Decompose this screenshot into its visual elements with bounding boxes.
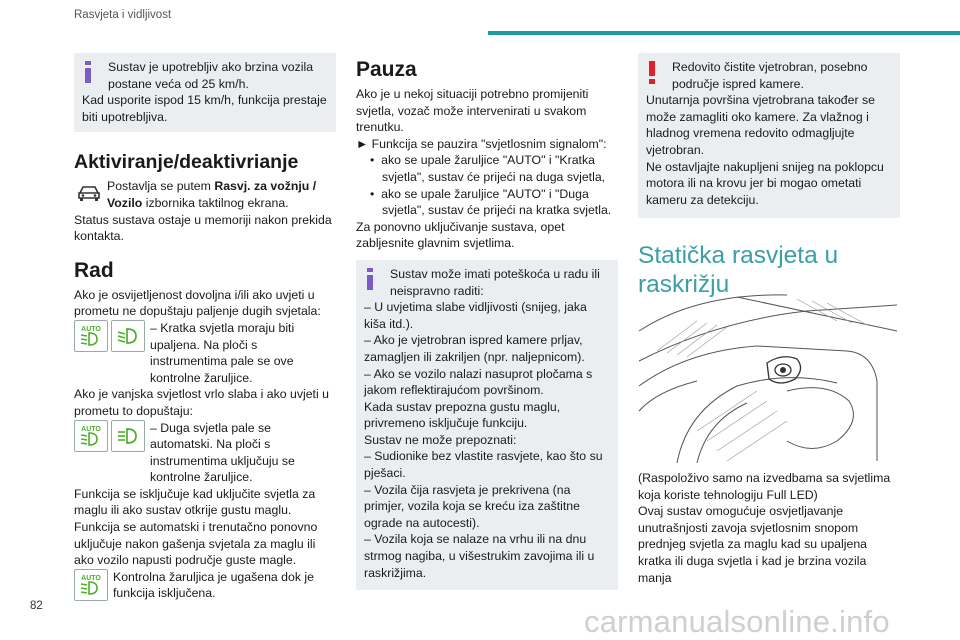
operation-p4: Funkcija se automatski i trenutačno ponovno uključuje nakon gašenja svjetala za maglu ili ako vozilo napusti područje guste magle. xyxy=(74,520,318,568)
low-beam-text: – Kratka svjetla moraju biti upaljena. Na ploči s instrumentima pale se ove kontrolne žaruljice. xyxy=(150,320,295,385)
auto-lamp-icon-3 xyxy=(74,569,108,601)
high-beam-icon xyxy=(111,420,145,452)
limitation-line: – U uvjetima slabe vidljivosti (snijeg, jaka kiša itd.). xyxy=(364,300,587,331)
pause-p2: ► Funkcija se pauzira "svjetlosnim signalom": xyxy=(356,136,607,151)
auto-label: AUTO xyxy=(81,425,101,433)
left-column xyxy=(74,53,336,602)
limitation-line: – Sudionike bez vlastite rasvjete, kao što su pješaci. xyxy=(364,449,603,481)
pause-bullet-2: • ako se upale žaruljice "AUTO" i "Duga svjetla", sustav će prijeći na kratka svjetla. xyxy=(370,186,612,218)
limitations-head: Sustav može imati poteškoća u radu ili neispravno raditi: xyxy=(390,266,600,298)
settings-row xyxy=(74,178,336,211)
limitation-line: – Ako se vozilo nalazi nasuprot pločama s jakom reflektirajućom površinom. xyxy=(364,366,593,398)
auto-label: AUTO xyxy=(81,325,101,333)
high-beam-row xyxy=(74,420,336,486)
info-box-limitations xyxy=(356,260,618,590)
function-off-text: Kontrolna žaruljica je ugašena dok je funkcija isključena. xyxy=(113,569,314,601)
low-beam-row xyxy=(74,320,336,386)
page-number: 82 xyxy=(30,600,43,612)
headlamp-illustration xyxy=(637,291,899,463)
car-settings-icon xyxy=(74,178,104,206)
operation-p2: Ako je vanjska svjetlost vrlo slaba i ako uvjeti u prometu to dopuštaju: xyxy=(74,387,329,418)
header-accent-bar xyxy=(488,31,960,35)
limitation-line: Kada sustav prepozna gustu maglu, privremeno isključuje funkciju. xyxy=(364,399,561,431)
low-beam-icon xyxy=(111,320,145,352)
auto-lamp-icon-2 xyxy=(74,420,108,452)
warning-p2: Ne ostavljajte nakupljeni snijeg na poklopcu motora ili na krovu jer bi mogao ometati kameru za detekciju. xyxy=(646,159,884,207)
info-box xyxy=(74,53,336,132)
section-title-activation: Aktiviranje/deaktivrianje xyxy=(74,151,299,174)
pause-p1: Ako je u nekoj situaciji potrebno promijeniti svjetla, vozač može intervenirati u svakom trenutku. xyxy=(356,87,589,135)
operation-p3: Funkcija se isključuje kad uključite svjetla za maglu ili ako sustav otkrije gustu maglu. xyxy=(74,486,316,518)
warning-box xyxy=(638,53,900,218)
cornering-p1: (Raspoloživo samo na izvedbama sa svjetlima koja koriste tehnologiju Full LED) xyxy=(638,471,891,502)
pause-p3: Za ponovno uključivanje sustava, opet zabljesnite glavnim svjetlima. xyxy=(356,219,565,251)
limitation-line: – Ako je vjetrobran ispred kamere prljav, zamagljen ili zakriljen (npr. naljepnicom). xyxy=(364,333,585,364)
watermark: carmanualsonline.info xyxy=(584,604,890,639)
warning-head: Redovito čistite vjetrobran, posebno područje ispred kamere. xyxy=(672,60,868,91)
limitation-line: – Vozila koja se nalaze na vrhu ili na dnu strmog nagiba, u višestrukim zavojima ili u raskrižjima. xyxy=(364,532,595,580)
warning-icon xyxy=(648,61,656,90)
right-column-lower xyxy=(638,470,900,586)
running-header: Rasvjeta i vidljivost xyxy=(74,9,172,21)
info-text-1: Sustav je upotrebljiv ako brzina vozila postane veća od 25 km/h. xyxy=(108,60,314,91)
info-icon xyxy=(366,268,374,295)
info-icon xyxy=(84,61,92,88)
section-title-pause: Pauza xyxy=(356,58,417,81)
right-column xyxy=(638,53,900,299)
cornering-p2: Ovaj sustav omogućuje osvjetljavanje unutrašnjosti zavoja svjetlosnim snopom prednjeg svjetla za maglu kad su upaljena kratka ili duga svjetla i kad je brzina vozila manja xyxy=(638,504,868,585)
arrow-marker: ► xyxy=(356,136,369,151)
info-text-2: Kad usporite ispod 15 km/h, funkcija prestaje biti upotrebljiva. xyxy=(82,93,327,124)
function-off-row xyxy=(74,569,336,602)
memory-text: Status sustava ostaje u memoriji nakon prekida kontakta. xyxy=(74,212,332,244)
limitation-line: – Vozila čija rasvjeta je prekrivena (na primjer, vozila koja se kreću iza zaštitne ograde na autocesti). xyxy=(364,482,580,530)
pause-bullet-1: • ako se upale žaruljice "AUTO" i "Kratka svjetla", sustav će prijeći na duga svjetla, xyxy=(370,153,606,184)
middle-column xyxy=(356,57,618,590)
section-title-cornering: Statička rasvjeta u raskrižju xyxy=(638,242,839,299)
high-beam-text: – Duga svjetla pale se automatski. Na ploči s instrumentima uključuju se kontrolne žaruljice. xyxy=(150,420,295,485)
auto-label: AUTO xyxy=(81,574,101,582)
auto-lamp-icon xyxy=(74,320,108,352)
limitation-line: Sustav ne može prepoznati: xyxy=(364,432,517,447)
warning-p1: Unutarnja površina vjetrobrana također se može zamagliti oko kamere. Za vlažnog i hladnog vremena redovito odmagljujte vjetrobran. xyxy=(646,93,875,157)
section-title-operation: Rad xyxy=(74,258,114,282)
settings-text: Postavlja se putem Rasvj. za vožnju / Vozilo izbornika taktilnog ekrana. xyxy=(107,179,317,210)
operation-p1: Ako je osvijetljenost dovoljna i/ili ako uvjeti u prometu ne dopuštaju paljenje dugih svjetala: xyxy=(74,287,321,319)
